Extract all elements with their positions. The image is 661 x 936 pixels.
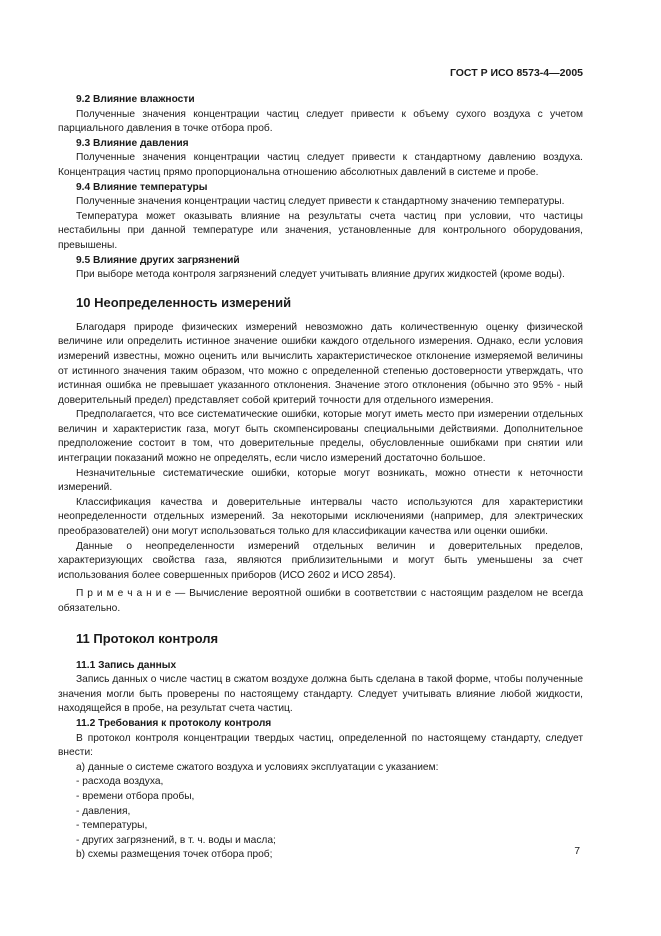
section-9-2-title: 9.2 Влияние влажности	[76, 94, 195, 105]
section-9-2-paragraph: Полученные значения концентрации частиц следует привести к объему сухого воздуха с учетом парциального давления в точке отбора проб.	[58, 108, 583, 135]
section-11-2-paragraph: В протокол контроля концентрации твердых частиц, определенной по настоящему стандарту, следует внести:	[58, 732, 583, 759]
section-10-paragraph-5: Данные о неопределенности измерений отдельных величин и доверительных пределов, характеризующих свойства газа, являются приблизительными и могут быть уменьшены за счет использования более совершенных приборов (ИСО 2602 и ИСО 2854).	[58, 540, 583, 581]
section-9-4-paragraph-1: Полученные значения концентрации частиц следует привести к стандартному значению температуры.	[76, 196, 565, 208]
section-10-paragraph-4: Классификация качества и доверительные интервалы часто используются для характеристики неопределенности отдельных измерений. За некоторыми исключениями (например, для электрических преобразователей) они могут использоваться только для классификации качества или оценки ошибки.	[58, 496, 583, 538]
section-10-paragraph-3: Незначительные систематические ошибки, которые могут возникать, можно отнести к неточности измерений.	[58, 467, 583, 494]
section-10-paragraph-2: Предполагается, что все систематические ошибки, которые могут иметь место при измерении отдельных величин и характеристик газа, могут быть скомпенсированы специальными действиями. Дополнительное предположение состоит в том, что доверительные пределы, обусловленные ошибками при снятии или интеграции показаний можно не определять, если число измерений достаточно большое.	[58, 409, 583, 465]
section-11-2-title: 11.2 Требования к протоколу контроля	[76, 717, 272, 729]
list-item: a) данные о системе сжатого воздуха и условиях эксплуатации с указанием:	[76, 761, 439, 773]
section-9-5-title: 9.5 Влияние других загрязнений	[76, 254, 240, 266]
section-9-5-paragraph: При выборе метода контроля загрязнений следует учитывать влияние других жидкостей (кроме воды).	[76, 269, 565, 281]
section-9-3-paragraph: Полученные значения концентрации частиц следует привести к стандартному давлению воздуха. Концентрация частиц прямо пропорциональна отношению абсолютных давлений в системе и пробе.	[58, 152, 583, 178]
list-item: - других загрязнений, в т. ч. воды и масла;	[76, 834, 276, 846]
document-body	[58, 93, 583, 863]
section-9-3-title: 9.3 Влияние давления	[76, 137, 189, 149]
list-item: b) схемы размещения точек отбора проб;	[76, 849, 273, 861]
section-10-note: П р и м е ч а н и е — Вычисление вероятной ошибки в соответствии с настоящим разделом не всегда обязательно.	[58, 588, 583, 614]
list-item: - времени отбора пробы,	[76, 790, 195, 802]
list-item: - температуры,	[76, 820, 148, 832]
standard-header: ГОСТ Р ИСО 8573-4—2005	[449, 67, 583, 79]
list-item: - давления,	[76, 805, 131, 817]
page-number: 7	[574, 846, 580, 857]
section-10-paragraph-1: Благодаря природе физических измерений невозможно дать количественную оценку физической величине или определить истинное значение ошибки каждого отдельного измерения. Однако, если условия измерений известны, можно оценить или вычислить характеристическое отклонение измеряемой величины от истинного значения таким образом, что можно с определенной степенью достоверности утверждать, что истинная ошибка не превышает указанного отклонения. Значение этого отклонения (обычно это 95% - ный доверительный предел) представляет собой критерий точности для отдельного измерения.	[58, 321, 583, 406]
section-10-title: 10 Неопределенность измерений	[76, 294, 292, 310]
section-11-1-title: 11.1 Запись данных	[76, 659, 177, 671]
section-9-4-title: 9.4 Влияние температуры	[76, 181, 208, 193]
section-9-4-paragraph-2: Температура может оказывать влияние на результаты счета частиц при условии, что частицы нестабильны при данной температуре или значения, установленные для контрольного оборудования, превышены.	[58, 210, 583, 251]
section-11-1-paragraph: Запись данных о числе частиц в сжатом воздухе должна быть сделана в такой форме, чтобы полученные значения могли быть проверены по настоящему стандарту. Следует учитывать влияние любой жидкости, находящейся в пробе, на результат счета частиц.	[58, 674, 583, 715]
list-item: - расхода воздуха,	[76, 776, 164, 788]
section-11-title: 11 Протокол контроля	[76, 630, 219, 646]
